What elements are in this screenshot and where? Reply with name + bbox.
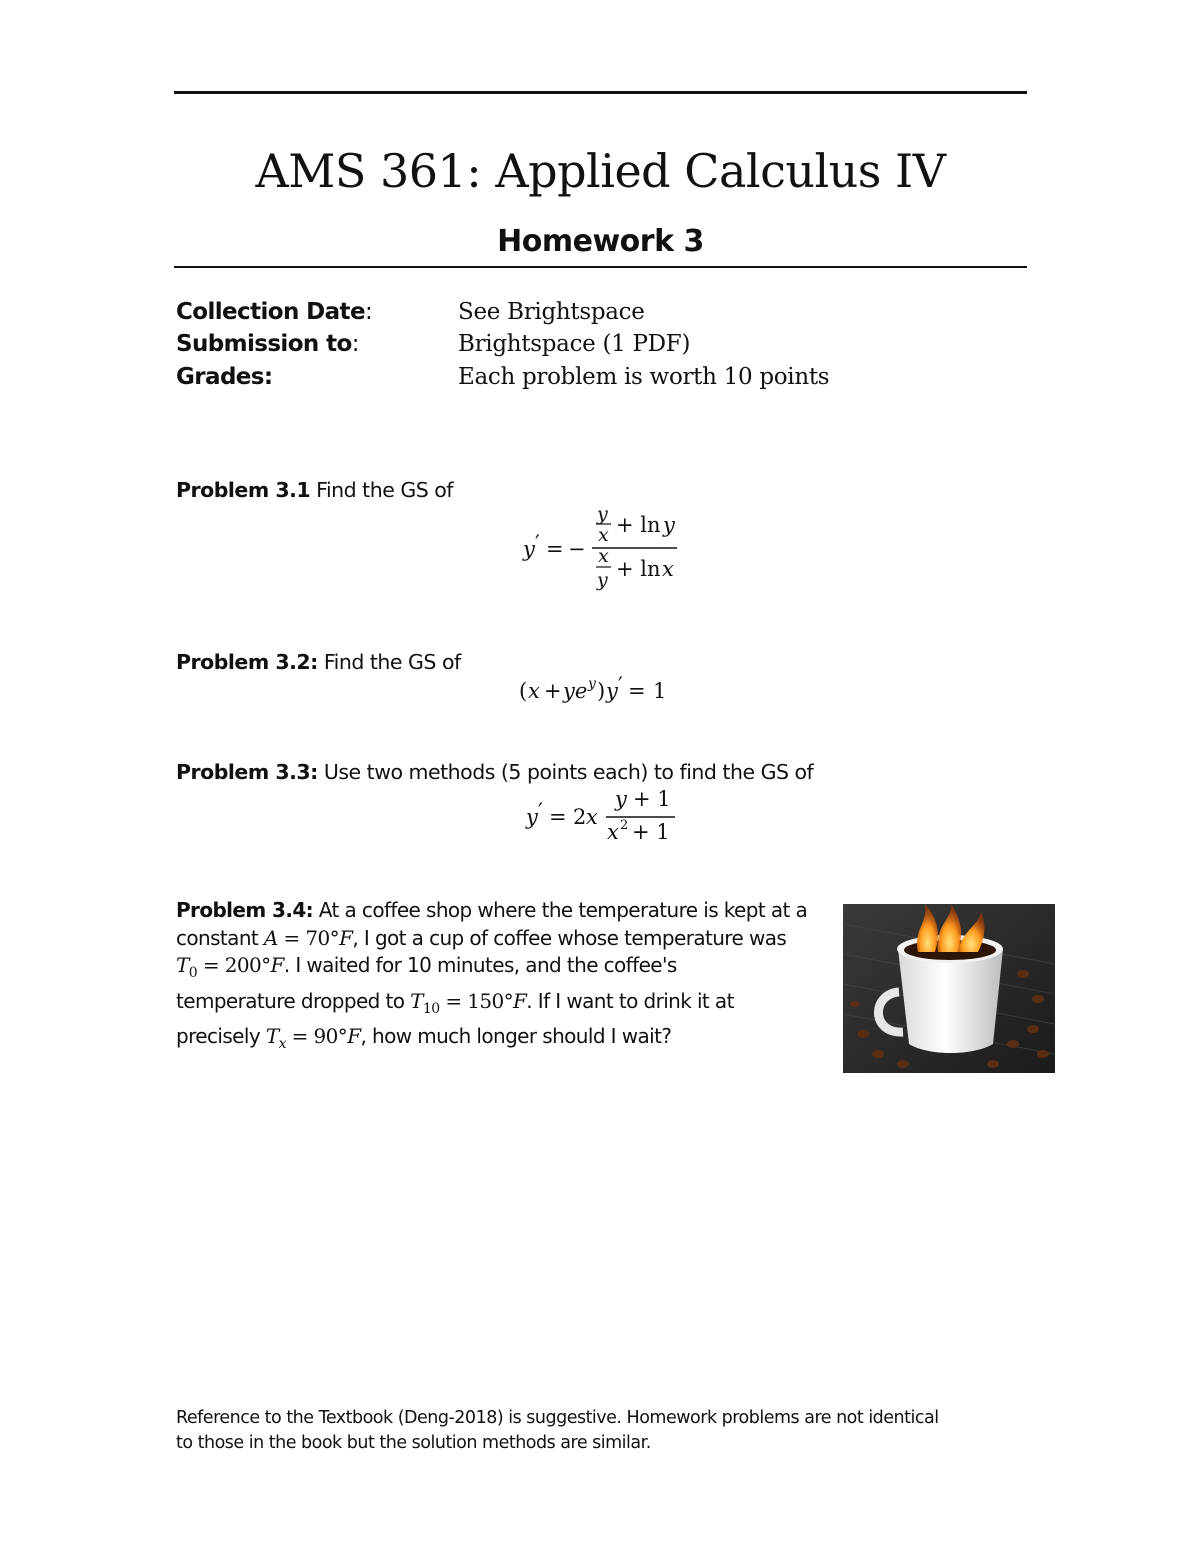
svg-text:=: = [628,679,646,703]
svg-text:+ ln: + ln [616,513,661,537]
top-rule [174,91,1027,94]
svg-text:′: ′ [618,673,623,697]
svg-text:y: y [523,537,535,561]
svg-text:x: x [662,557,674,581]
svg-text:x: x [598,545,609,567]
info-value: Brightspace (1 PDF) [458,331,691,357]
svg-text:=: = [546,537,564,561]
footer-line: Reference to the Textbook (Deng-2018) is suggestive. Homework problems are not identical [176,1408,939,1428]
problem-3-2 [176,650,461,674]
svg-text:+ 1: + 1 [633,787,671,811]
header-rule [174,266,1027,268]
svg-text:): ) [597,679,606,703]
info-row-submission: Submission to: Brightspace (1 PDF) [176,331,691,357]
info-value: See Brightspace [458,299,645,325]
svg-text:+ 1: + 1 [632,820,670,844]
svg-text:2: 2 [620,818,629,833]
homework-title: Homework 3 [497,224,704,259]
svg-text:y: y [597,569,608,591]
svg-text:=: = [549,805,567,829]
info-row-grades [176,364,829,390]
svg-text:y: y [615,787,627,811]
svg-text:y: y [597,503,608,525]
equation-3-1 [515,500,695,600]
coffee-cup-fire-photo [843,904,1055,1073]
svg-text:1: 1 [653,679,667,703]
svg-text:+: + [544,679,562,703]
problem-3-1 [176,478,453,502]
info-value: Each problem is worth 10 points [458,364,830,390]
problem-label: Problem 3.3: [176,760,318,784]
info-label: Collection Date [176,299,365,325]
svg-text:x: x [598,524,609,546]
problem-label: Problem 3.2: [176,650,318,674]
svg-text:ye: ye [563,679,588,703]
svg-text:−: − [568,537,586,561]
svg-text:x: x [586,805,598,829]
problem-label: Problem 3.1 [176,478,311,502]
problem-3-4: Problem 3.4: At a coffee shop where the temperature is kept at a constant A = 70°F, I got a cup of coffee whose temperature was $T_0 = 200^\circ F$. I waited for 10 minutes, and the coffee's temperature dropped to $T_{10} = 150^\circ F$. If I want to drink it at precisely $T_x = 90^\circ F$, how much longer should I wait? [176,898,808,1052]
info-row-collection: Collection Date: See Brightspace [176,299,645,325]
svg-text:y: y [606,679,618,703]
info-label: Submission to [176,331,352,357]
svg-text:y: y [663,513,675,537]
course-title: AMS 361: Applied Calculus IV [255,144,946,198]
svg-text:x: x [528,679,540,703]
svg-text:y: y [588,676,596,692]
footer-note [176,1406,1006,1456]
problem-label: Problem 3.4: [176,898,314,922]
problem-text: Find the GS of [310,478,454,502]
problem-text: Use two methods (5 points each) to find the GS of [317,760,814,784]
svg-text:+ ln: + ln [616,557,661,581]
svg-text:′: ′ [538,799,543,823]
svg-text:2: 2 [573,805,587,829]
svg-text:(: ( [519,679,528,703]
svg-text:y: y [526,805,538,829]
svg-text:′: ′ [535,531,540,555]
svg-text:x: x [607,820,619,844]
info-label: Grades: [176,364,273,390]
problem-text: Find the GS of [317,650,461,674]
equation-3-3 [520,784,700,848]
footer-line: to those in the book but the solution methods are similar. [176,1433,651,1453]
problem-3-3 [176,760,813,784]
equation-3-2 [515,672,695,708]
